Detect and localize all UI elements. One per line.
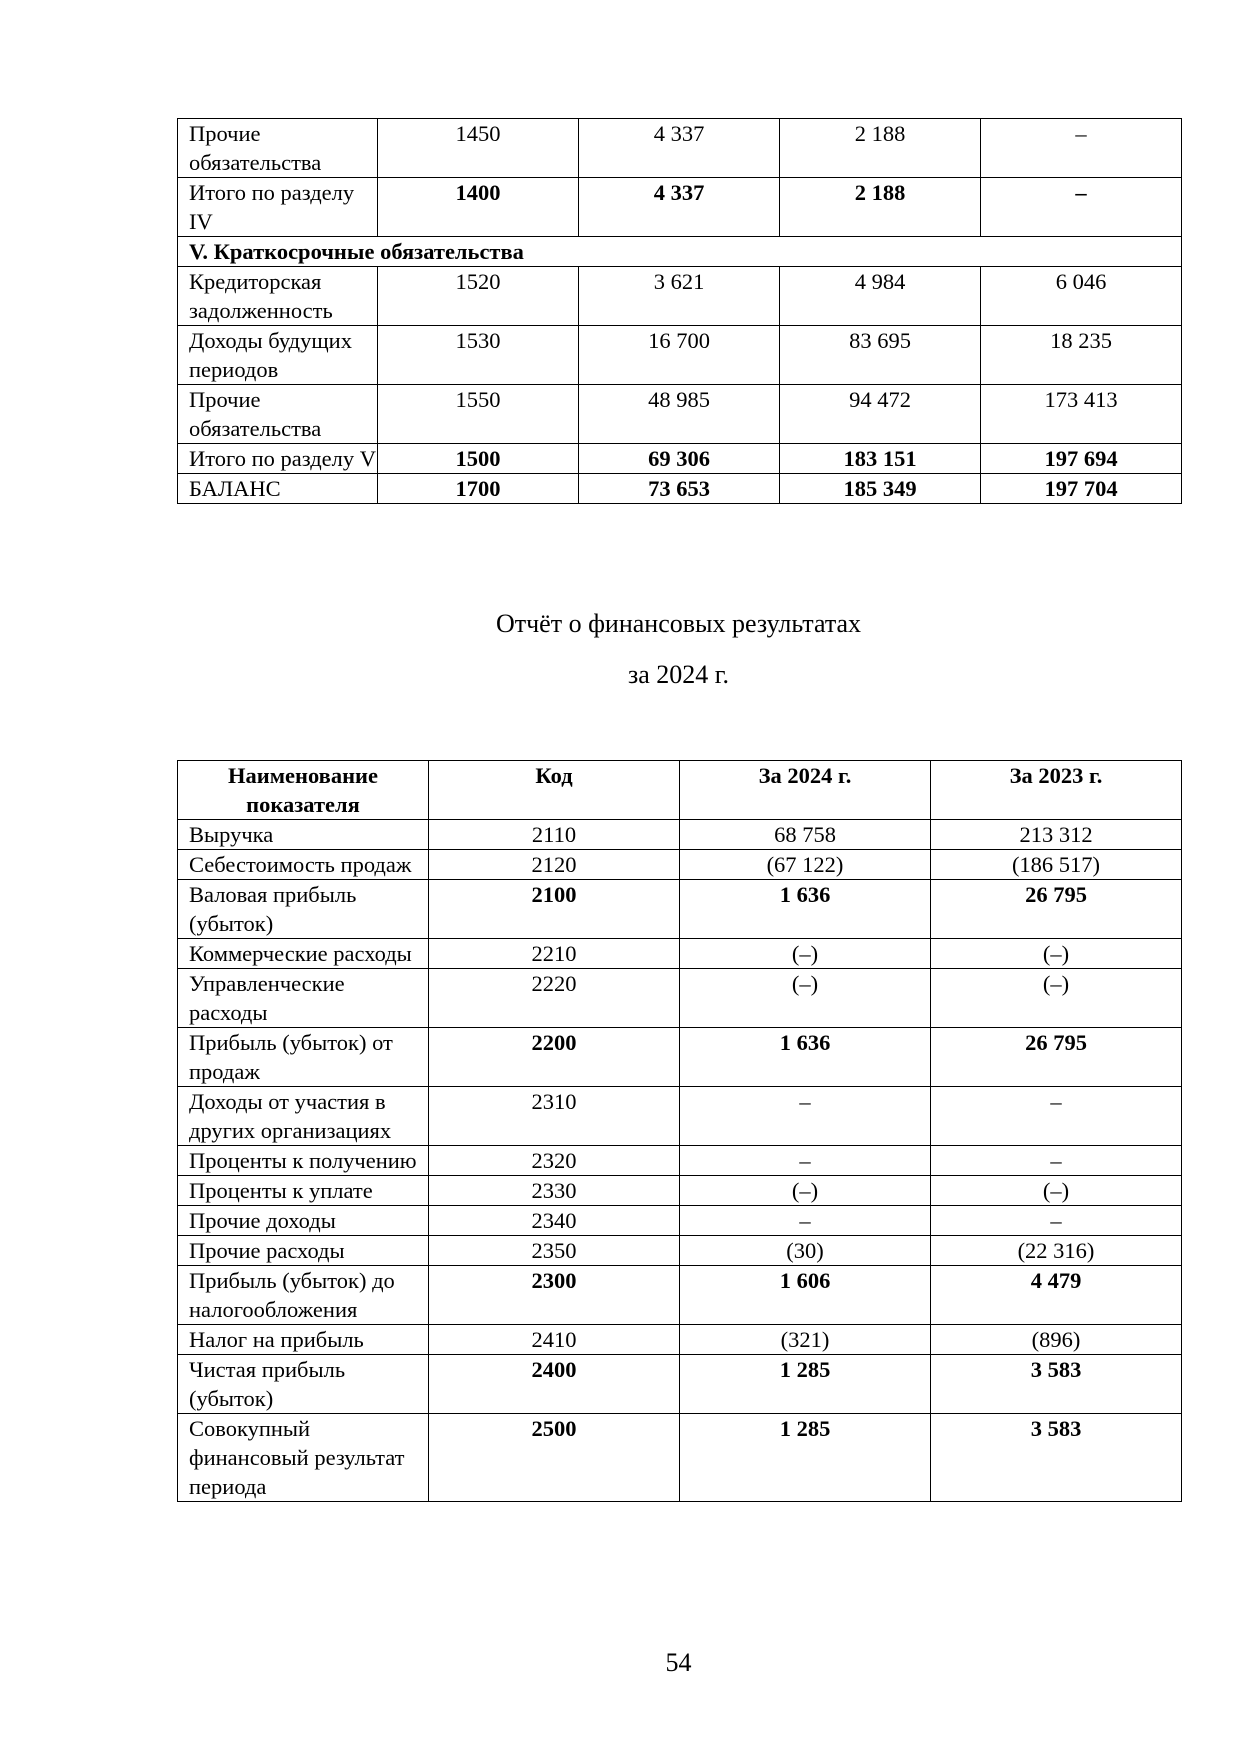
row-name: Прочие обязательства: [178, 119, 378, 178]
table-row: [178, 1176, 1182, 1206]
row-value-3: –: [981, 178, 1182, 237]
row-code: 2300: [429, 1266, 680, 1325]
row-name: Валовая прибыль (убыток): [178, 880, 429, 939]
row-code: 1400: [378, 178, 579, 237]
row-name: Прочие доходы: [178, 1206, 429, 1236]
row-code: 2200: [429, 1028, 680, 1087]
row-value-3: 197 704: [981, 474, 1182, 504]
row-name: Себестоимость продаж: [178, 850, 429, 880]
row-value-1: 73 653: [579, 474, 780, 504]
row-name: Налог на прибыль: [178, 1325, 429, 1355]
row-value-2023: (22 316): [931, 1236, 1182, 1266]
table-row: [178, 939, 1182, 969]
row-value-1: 69 306: [579, 444, 780, 474]
row-value-2023: (–): [931, 939, 1182, 969]
table-row: [178, 119, 1182, 178]
table-row: [178, 1325, 1182, 1355]
row-value-2024: 68 758: [680, 820, 931, 850]
row-code: 2220: [429, 969, 680, 1028]
row-value-2024: (–): [680, 1176, 931, 1206]
row-code: 2500: [429, 1414, 680, 1502]
row-value-2023: 26 795: [931, 880, 1182, 939]
header-code: Код: [429, 761, 680, 820]
row-value-2023: 3 583: [931, 1355, 1182, 1414]
row-value-2024: (–): [680, 939, 931, 969]
row-code: 1530: [378, 326, 579, 385]
table-row: [178, 1028, 1182, 1087]
page-number: 54: [665, 1648, 692, 1677]
row-value-2: 2 188: [780, 119, 981, 178]
table-row: [178, 969, 1182, 1028]
row-value-2: 183 151: [780, 444, 981, 474]
row-code: 1500: [378, 444, 579, 474]
table-row: [178, 1206, 1182, 1236]
row-name: Управленческие расходы: [178, 969, 429, 1028]
row-value-1: 48 985: [579, 385, 780, 444]
row-code: 2410: [429, 1325, 680, 1355]
table-row: [178, 178, 1182, 237]
row-value-3: 173 413: [981, 385, 1182, 444]
row-name: БАЛАНС: [178, 474, 378, 504]
row-value-2024: (67 122): [680, 850, 931, 880]
row-code: 2120: [429, 850, 680, 880]
row-name: Итого по разделу V: [178, 444, 378, 474]
row-value-2023: (–): [931, 1176, 1182, 1206]
row-code: 2210: [429, 939, 680, 969]
table-header-row: [178, 761, 1182, 820]
row-value-2024: 1 636: [680, 880, 931, 939]
row-value-2024: 1 606: [680, 1266, 931, 1325]
row-value-2023: 4 479: [931, 1266, 1182, 1325]
table-row: [178, 474, 1182, 504]
table-row: [178, 326, 1182, 385]
row-code: 1550: [378, 385, 579, 444]
row-value-2023: –: [931, 1087, 1182, 1146]
row-value-2: 185 349: [780, 474, 981, 504]
balance-sheet-table: [177, 118, 1182, 504]
row-value-2024: 1 636: [680, 1028, 931, 1087]
row-value-2024: 1 285: [680, 1414, 931, 1502]
row-value-2: 83 695: [780, 326, 981, 385]
row-code: 1700: [378, 474, 579, 504]
row-code: 1450: [378, 119, 579, 178]
table-row: [178, 1266, 1182, 1325]
row-value-2024: –: [680, 1087, 931, 1146]
row-value-2: 4 984: [780, 267, 981, 326]
table-row: [178, 850, 1182, 880]
row-value-2024: 1 285: [680, 1355, 931, 1414]
row-name: Итого по разделу IV: [178, 178, 378, 237]
row-value-3: 18 235: [981, 326, 1182, 385]
table-row: [178, 1236, 1182, 1266]
row-code: 1520: [378, 267, 579, 326]
row-code: 2100: [429, 880, 680, 939]
section-row: [178, 237, 1182, 267]
financial-results-table: [177, 760, 1182, 1502]
table-row: [178, 1146, 1182, 1176]
row-value-2023: 26 795: [931, 1028, 1182, 1087]
table-row: [178, 267, 1182, 326]
row-value-1: 4 337: [579, 119, 780, 178]
row-value-3: –: [981, 119, 1182, 178]
row-code: 2400: [429, 1355, 680, 1414]
row-value-2023: 3 583: [931, 1414, 1182, 1502]
row-code: 2330: [429, 1176, 680, 1206]
row-value-2023: 213 312: [931, 820, 1182, 850]
row-value-1: 3 621: [579, 267, 780, 326]
row-value-2023: (–): [931, 969, 1182, 1028]
row-value-2023: –: [931, 1146, 1182, 1176]
row-value-3: 6 046: [981, 267, 1182, 326]
row-name: Прибыль (убыток) до налогообложения: [178, 1266, 429, 1325]
row-code: 2320: [429, 1146, 680, 1176]
table-row: [178, 385, 1182, 444]
row-code: 2350: [429, 1236, 680, 1266]
row-value-2023: (186 517): [931, 850, 1182, 880]
header-2024: За 2024 г.: [680, 761, 931, 820]
row-code: 2340: [429, 1206, 680, 1236]
row-value-1: 4 337: [579, 178, 780, 237]
row-value-2024: –: [680, 1146, 931, 1176]
header-2023: За 2023 г.: [931, 761, 1182, 820]
table-row: [178, 1087, 1182, 1146]
table-row: [178, 444, 1182, 474]
row-name: Прочие расходы: [178, 1236, 429, 1266]
row-name: Прибыль (убыток) от продаж: [178, 1028, 429, 1087]
row-code: 2110: [429, 820, 680, 850]
row-value-2: 94 472: [780, 385, 981, 444]
row-name: Чистая прибыль (убыток): [178, 1355, 429, 1414]
row-name: Коммерческие расходы: [178, 939, 429, 969]
row-code: 2310: [429, 1087, 680, 1146]
row-name: Проценты к уплате: [178, 1176, 429, 1206]
row-name: Совокупный финансовый результат периода: [178, 1414, 429, 1502]
section-title: V. Краткосрочные обязательства: [178, 237, 1182, 267]
row-value-2024: (321): [680, 1325, 931, 1355]
row-value-2: 2 188: [780, 178, 981, 237]
row-value-2024: (–): [680, 969, 931, 1028]
row-name: Доходы от участия в других организациях: [178, 1087, 429, 1146]
row-name: Доходы будущих периодов: [178, 326, 378, 385]
table-row: [178, 1355, 1182, 1414]
row-name: Проценты к получению: [178, 1146, 429, 1176]
table-row: [178, 1414, 1182, 1502]
row-name: Выручка: [178, 820, 429, 850]
table-row: [178, 880, 1182, 939]
report-period: за 2024 г.: [627, 660, 730, 689]
row-value-3: 197 694: [981, 444, 1182, 474]
row-value-2024: –: [680, 1206, 931, 1236]
row-value-2023: –: [931, 1206, 1182, 1236]
table-row: [178, 820, 1182, 850]
row-value-2023: (896): [931, 1325, 1182, 1355]
row-value-2024: (30): [680, 1236, 931, 1266]
row-name: Прочие обязательства: [178, 385, 378, 444]
row-value-1: 16 700: [579, 326, 780, 385]
header-name: Наименование показателя: [178, 761, 429, 820]
report-title: Отчёт о финансовых результатах: [495, 609, 862, 638]
row-name: Кредиторская задолженность: [178, 267, 378, 326]
